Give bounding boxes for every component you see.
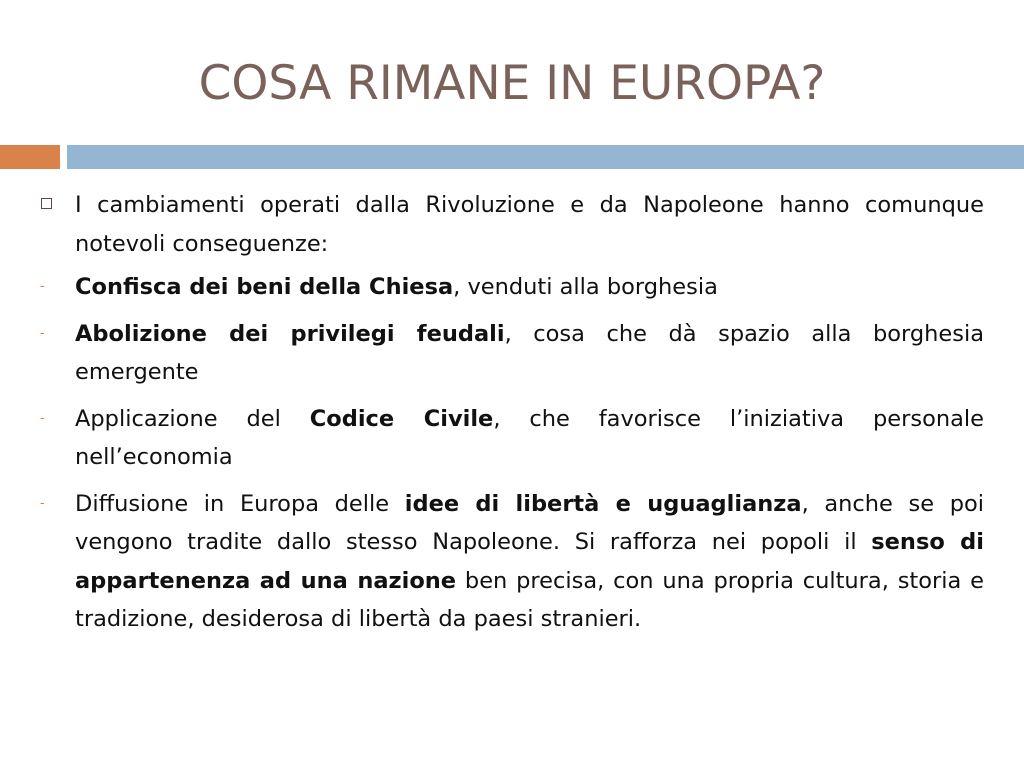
item-bold-text: Codice Civile [309, 405, 494, 432]
item-text: , cosa che dà spazio alla borghesia emergente [75, 320, 984, 385]
slide-title: COSA RIMANE IN EUROPA? [198, 56, 826, 111]
list-item [36, 315, 984, 392]
list-item [36, 485, 984, 639]
item-bold-text: idee di libertà e uguaglianza [404, 490, 802, 517]
item-text: , venduti alla borghesia [453, 274, 718, 300]
item-bold-text: Confisca dei beni della Chiesa [75, 274, 454, 300]
item-bold-text: senso di appartenenza ad una nazione [75, 529, 984, 594]
dash-bullet: - [40, 279, 45, 294]
intro-text: I cambiamenti operati dalla Rivoluzione e da Napoleone hanno comunque notevoli conseguenze: [75, 192, 984, 257]
item-text: , anche se poi vengono tradite dallo stesso Napoleone. Si rafforza nei popoli il [75, 490, 985, 555]
item-text: ben precisa, con una propria cultura, storia e tradizione, desiderosa di libertà da paesi stranieri. [75, 567, 984, 632]
item-text: Applicazione del [75, 405, 310, 432]
dash-bullet: - [40, 495, 45, 511]
accent-bar-blue [67, 145, 1024, 169]
intro-paragraph [36, 186, 984, 263]
item-bold-text: Abolizione dei privilegi feudali [75, 320, 505, 347]
item-text: , che favorisce l’iniziativa personale nell’economia [75, 405, 984, 470]
item-text: Diffusione in Europa delle [75, 490, 405, 517]
accent-bar-orange [0, 145, 60, 169]
list-item [36, 268, 984, 307]
slide-content [36, 186, 984, 647]
dash-bullet: - [40, 410, 45, 426]
list-item [36, 400, 984, 477]
square-bullet-icon [41, 198, 52, 209]
dash-bullet: - [40, 325, 45, 341]
